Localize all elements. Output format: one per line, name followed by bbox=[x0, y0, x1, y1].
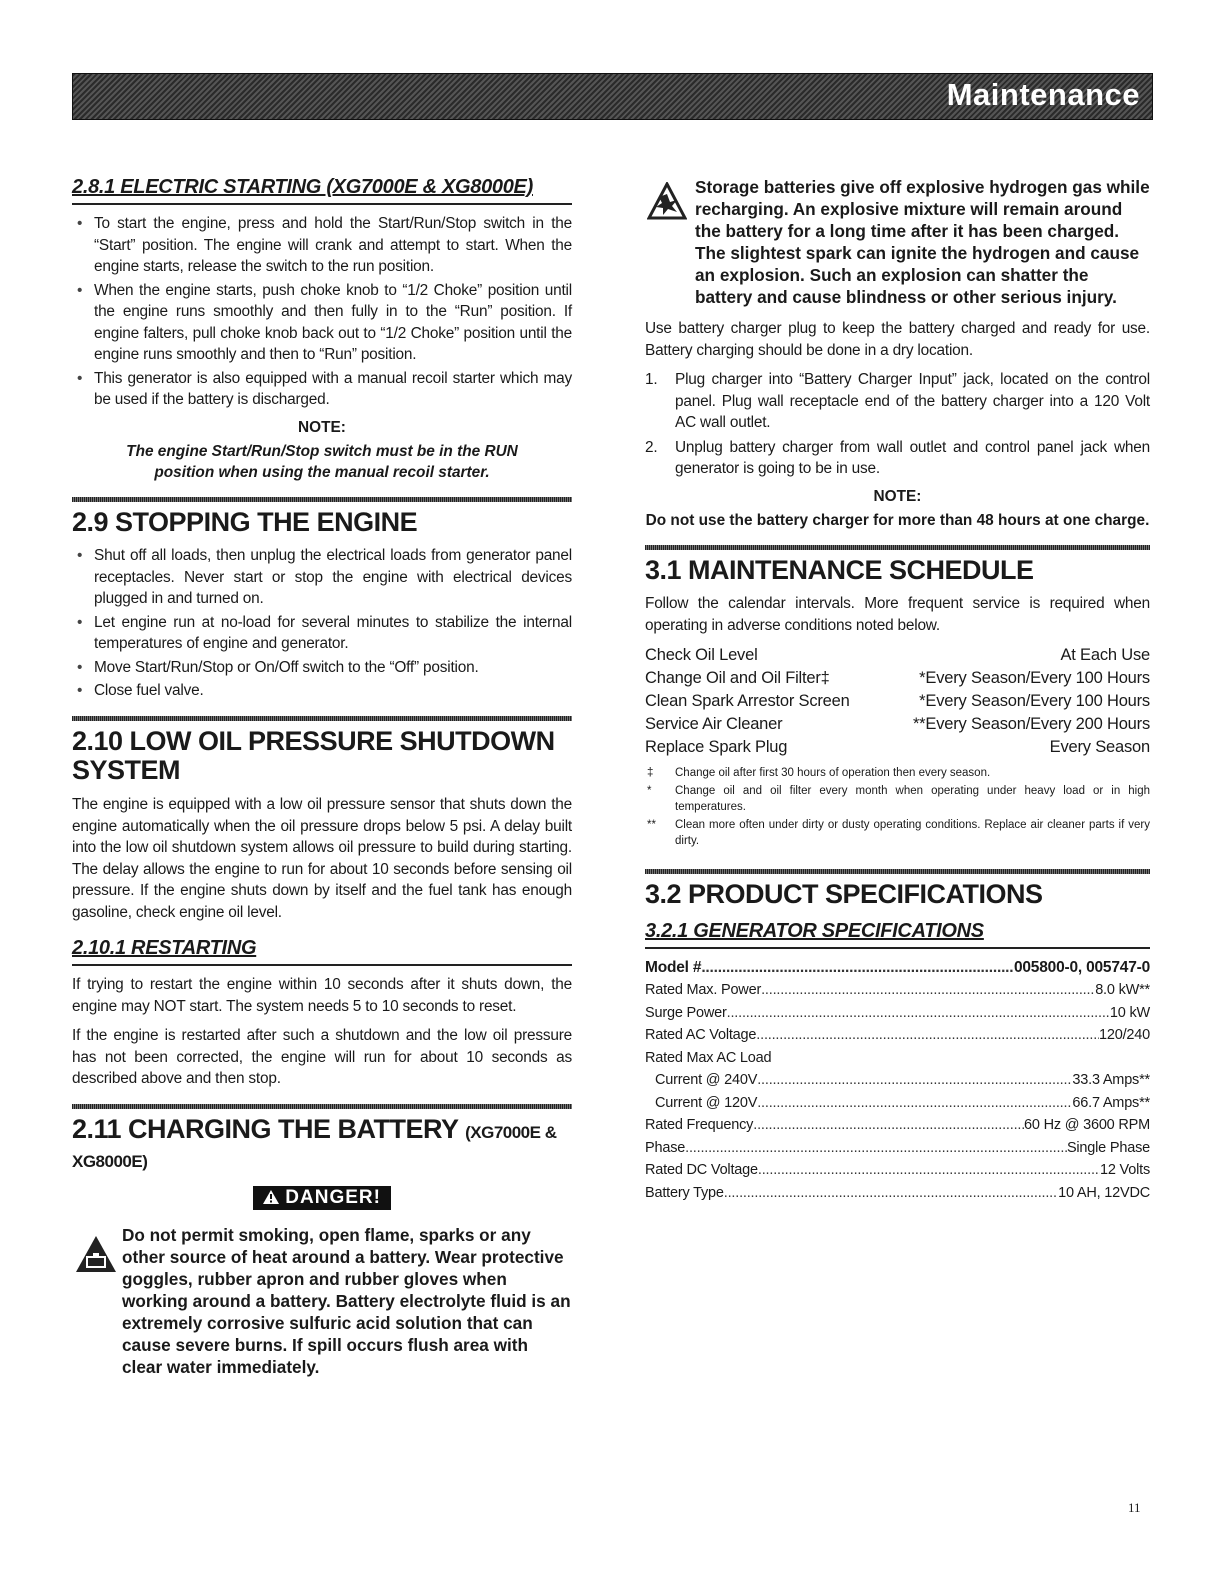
leader-dots bbox=[685, 1137, 1067, 1160]
schedule-footnotes bbox=[645, 765, 1150, 849]
list-item: • To start the engine, press and hold the Start/Run/Stop switch in the “Start” position. The engine will crank and attempt to start. When the engine starts, release the switch to the run position. bbox=[72, 213, 572, 278]
spec-label: Rated AC Voltage bbox=[645, 1027, 757, 1044]
spec-label: Model # bbox=[645, 958, 702, 976]
spec-row bbox=[645, 957, 1150, 980]
list-item: • When the engine starts, push choke knob to “1/2 Choke” position until the engine runs smoothly and then fully in to the “Run” position. If engine falters, pull choke knob back out to “1/2 Choke” position until the engine runs smoothly and then to “Run” position. bbox=[72, 280, 572, 366]
schedule-interval: Every Season bbox=[1049, 738, 1150, 757]
heading-2-11-text: 2.11 CHARGING THE BATTERY bbox=[72, 1113, 459, 1144]
list-item bbox=[645, 369, 1150, 434]
list-item: • This generator is also equipped with a manual recoil starter which may be used if the battery is discharged. bbox=[72, 368, 572, 411]
schedule-task: Change Oil and Oil Filter‡ bbox=[645, 669, 830, 688]
leader-dots bbox=[701, 957, 1014, 980]
spec-label: Rated Frequency bbox=[645, 1117, 754, 1134]
heading-3-1: 3.1 MAINTENANCE SCHEDULE bbox=[645, 554, 1034, 585]
footnote-symbol: ** bbox=[647, 819, 656, 832]
hydrogen-warning-text: Storage batteries give off explosive hydrogen gas while recharging. An explosive mixture will remain around the battery for a long time after it has been charged. The slightest spark can ignite the hydrogen and cause an explosion. Such an explosion can shatter the battery and cause blindness or other serious injury. bbox=[695, 177, 1150, 307]
table-row bbox=[645, 713, 1150, 736]
restarting-paragraph: If the engine is restarted after such a shutdown and the low oil pressure has not been corrected, the engine will run for about 10 seconds as described above and then stop. bbox=[72, 1027, 572, 1088]
charging-paragraph: Use battery charger plug to keep the battery charged and ready for use. Battery charging should be done in a dry location. bbox=[645, 320, 1150, 359]
stopping-engine-list bbox=[72, 545, 572, 702]
section-rule bbox=[72, 497, 572, 502]
schedule-interval: At Each Use bbox=[1060, 646, 1150, 665]
footnote-symbol: * bbox=[647, 785, 652, 798]
list-item: • Shut off all loads, then unplug the electrical loads from generator panel receptacles. Never start or stop the engine with electrical devices plugged in and turned on. bbox=[72, 545, 572, 610]
section-rule bbox=[72, 716, 572, 721]
spec-value: 12 Volts bbox=[1100, 1162, 1150, 1179]
right-column bbox=[645, 176, 1150, 1204]
leader-dots bbox=[753, 1114, 1024, 1137]
danger-text: Do not permit smoking, open flame, sparks or any other source of heat around a battery. Wear protective goggles, rubber apron and rubber gloves when working around a battery. Battery electrolyte fluid is an extremely corrosive sulfuric acid solution that can cause severe burns. If spill occurs flush area with clear water immediately. bbox=[122, 1224, 571, 1377]
spec-label: Current @ 240V bbox=[655, 1072, 758, 1089]
list-item: • Let engine run at no-load for several minutes to stabilize the internal temperatures of engine and generator. bbox=[72, 612, 572, 655]
list-item bbox=[645, 437, 1150, 480]
spec-value: 005800-0, 005747-0 bbox=[1013, 958, 1150, 976]
leader-dots bbox=[727, 1002, 1110, 1025]
step-text: Plug charger into “Battery Charger Input” jack, located on the control panel. Plug wall receptacle end of the battery charger into a 120 Volt AC wall outlet. bbox=[675, 371, 1150, 431]
leader-dots bbox=[756, 1024, 1099, 1047]
leader-dots bbox=[761, 979, 1095, 1002]
table-row bbox=[645, 667, 1150, 690]
spec-value: Single Phase bbox=[1066, 1139, 1150, 1156]
left-column bbox=[72, 176, 572, 1388]
list-item: • Close fuel valve. bbox=[72, 680, 572, 702]
spec-label: Surge Power bbox=[645, 1004, 727, 1021]
spec-value: 10 kW bbox=[1109, 1004, 1150, 1021]
spec-row bbox=[645, 979, 1150, 1002]
footnote bbox=[645, 817, 1150, 849]
note-label: NOTE: bbox=[298, 418, 346, 436]
leader-dots bbox=[757, 1092, 1072, 1115]
footnote bbox=[645, 765, 1150, 781]
heading-2-8-1: 2.8.1 ELECTRIC STARTING (XG7000E & XG8000E) bbox=[72, 176, 572, 205]
table-row bbox=[645, 644, 1150, 667]
explosion-hazard-icon bbox=[647, 182, 687, 220]
electric-starting-list bbox=[72, 213, 572, 411]
spec-row bbox=[645, 1002, 1150, 1025]
spec-row bbox=[645, 1047, 1150, 1070]
battery-hazard-icon bbox=[74, 1234, 118, 1274]
heading-2-10-1: 2.10.1 RESTARTING bbox=[72, 937, 572, 966]
spec-label: Phase bbox=[645, 1139, 686, 1156]
danger-warning bbox=[72, 1224, 572, 1378]
note-text: Do not use the battery charger for more than 48 hours at one charge. bbox=[645, 511, 1150, 529]
schedule-task: Clean Spark Arrestor Screen bbox=[645, 692, 850, 711]
footnote-text: Change oil and oil filter every month when operating under heavy load or in high temperatures. bbox=[675, 785, 1150, 814]
step-text: Unplug battery charger from wall outlet and control panel jack when generator is going to be in use. bbox=[675, 438, 1150, 477]
header-title: Maintenance bbox=[946, 77, 1140, 112]
footnote-symbol: ‡ bbox=[647, 767, 654, 780]
spec-label: Rated Max AC Load bbox=[645, 1049, 772, 1066]
table-row bbox=[645, 690, 1150, 713]
schedule-intro: Follow the calendar intervals. More frequent service is required when operating in adverse conditions noted below. bbox=[645, 595, 1150, 634]
spec-row bbox=[645, 1069, 1150, 1092]
spec-value: 66.7 Amps** bbox=[1072, 1094, 1150, 1111]
spec-row bbox=[645, 1182, 1150, 1205]
leader-dots bbox=[724, 1182, 1058, 1205]
spec-value: 10 AH, 12VDC bbox=[1058, 1184, 1150, 1201]
header-banner bbox=[72, 73, 1153, 120]
spec-value: 33.3 Amps** bbox=[1072, 1072, 1150, 1089]
schedule-task: Replace Spark Plug bbox=[645, 738, 788, 757]
footnote-text: Clean more often under dirty or dusty operating conditions. Replace air cleaner parts if very dirty. bbox=[675, 819, 1150, 848]
warning-triangle-icon bbox=[263, 1190, 279, 1204]
spec-row bbox=[645, 1159, 1150, 1182]
step-number: 2. bbox=[645, 438, 658, 456]
hydrogen-warning bbox=[645, 176, 1150, 308]
heading-3-2-1: 3.2.1 GENERATOR SPECIFICATIONS bbox=[645, 920, 1150, 949]
spec-value: 60 Hz @ 3600 RPM bbox=[1024, 1117, 1150, 1134]
leader-dots bbox=[757, 1069, 1072, 1092]
schedule-interval: *Every Season/Every 100 Hours bbox=[919, 669, 1150, 688]
leader-dots bbox=[758, 1159, 1100, 1182]
list-item: • Move Start/Run/Stop or On/Off switch to the “Off” position. bbox=[72, 657, 572, 679]
heading-2-9: 2.9 STOPPING THE ENGINE bbox=[72, 506, 418, 537]
heading-2-10: 2.10 LOW OIL PRESSURE SHUTDOWN SYSTEM bbox=[72, 725, 555, 786]
footnote bbox=[645, 783, 1150, 815]
spec-row bbox=[645, 1092, 1150, 1115]
note-label: NOTE: bbox=[873, 487, 922, 505]
schedule-interval: **Every Season/Every 200 Hours bbox=[912, 715, 1150, 734]
spec-label: Rated DC Voltage bbox=[645, 1162, 758, 1179]
spec-row bbox=[645, 1024, 1150, 1047]
heading-3-2: 3.2 PRODUCT SPECIFICATIONS bbox=[645, 879, 1043, 910]
spec-value: 120/240 bbox=[1098, 1027, 1150, 1044]
low-oil-paragraph: The engine is equipped with a low oil pressure sensor that shuts down the engine automatically when the oil pressure drops below 5 psi. A delay built into the low oil shutdown system allows oil pressure to build during starting. The delay allows the engine to run for about 10 seconds before sensing oil pressure. If the engine shuts down by itself and the fuel tank has enough gasoline, check engine oil level. bbox=[72, 796, 572, 921]
schedule-task: Service Air Cleaner bbox=[645, 715, 783, 734]
spec-label: Current @ 120V bbox=[655, 1094, 758, 1111]
heading-2-11 bbox=[72, 1115, 572, 1174]
spec-table bbox=[645, 957, 1150, 1205]
schedule-task: Check Oil Level bbox=[645, 646, 758, 665]
danger-badge-wrap bbox=[72, 1186, 572, 1210]
heading-2-11-models: (XG7000E & XG8000E) bbox=[72, 1122, 557, 1172]
danger-label: DANGER! bbox=[285, 1186, 381, 1208]
spec-label: Rated Max. Power bbox=[645, 982, 762, 999]
spec-label: Battery Type bbox=[645, 1184, 724, 1201]
charging-steps bbox=[645, 369, 1150, 480]
schedule-table bbox=[645, 644, 1150, 759]
section-rule bbox=[72, 1104, 572, 1109]
table-row bbox=[645, 736, 1150, 759]
spec-value: 8.0 kW** bbox=[1095, 982, 1150, 999]
restarting-paragraph: If trying to restart the engine within 10 seconds after it shuts down, the engine may NOT start. The system needs 5 to 10 seconds to reset. bbox=[72, 976, 572, 1015]
note-text: The engine Start/Run/Stop switch must be in the RUN position when using the manual recoil starter. bbox=[126, 442, 518, 481]
spec-row bbox=[645, 1114, 1150, 1137]
spec-row bbox=[645, 1137, 1150, 1160]
footnote-text: Change oil after first 30 hours of operation then every season. bbox=[675, 767, 991, 780]
schedule-interval: *Every Season/Every 100 Hours bbox=[919, 692, 1150, 711]
section-rule bbox=[645, 869, 1150, 874]
section-rule bbox=[645, 545, 1150, 550]
danger-badge bbox=[253, 1186, 391, 1210]
step-number: 1. bbox=[645, 371, 658, 388]
page-number: 11 bbox=[1128, 1500, 1141, 1515]
